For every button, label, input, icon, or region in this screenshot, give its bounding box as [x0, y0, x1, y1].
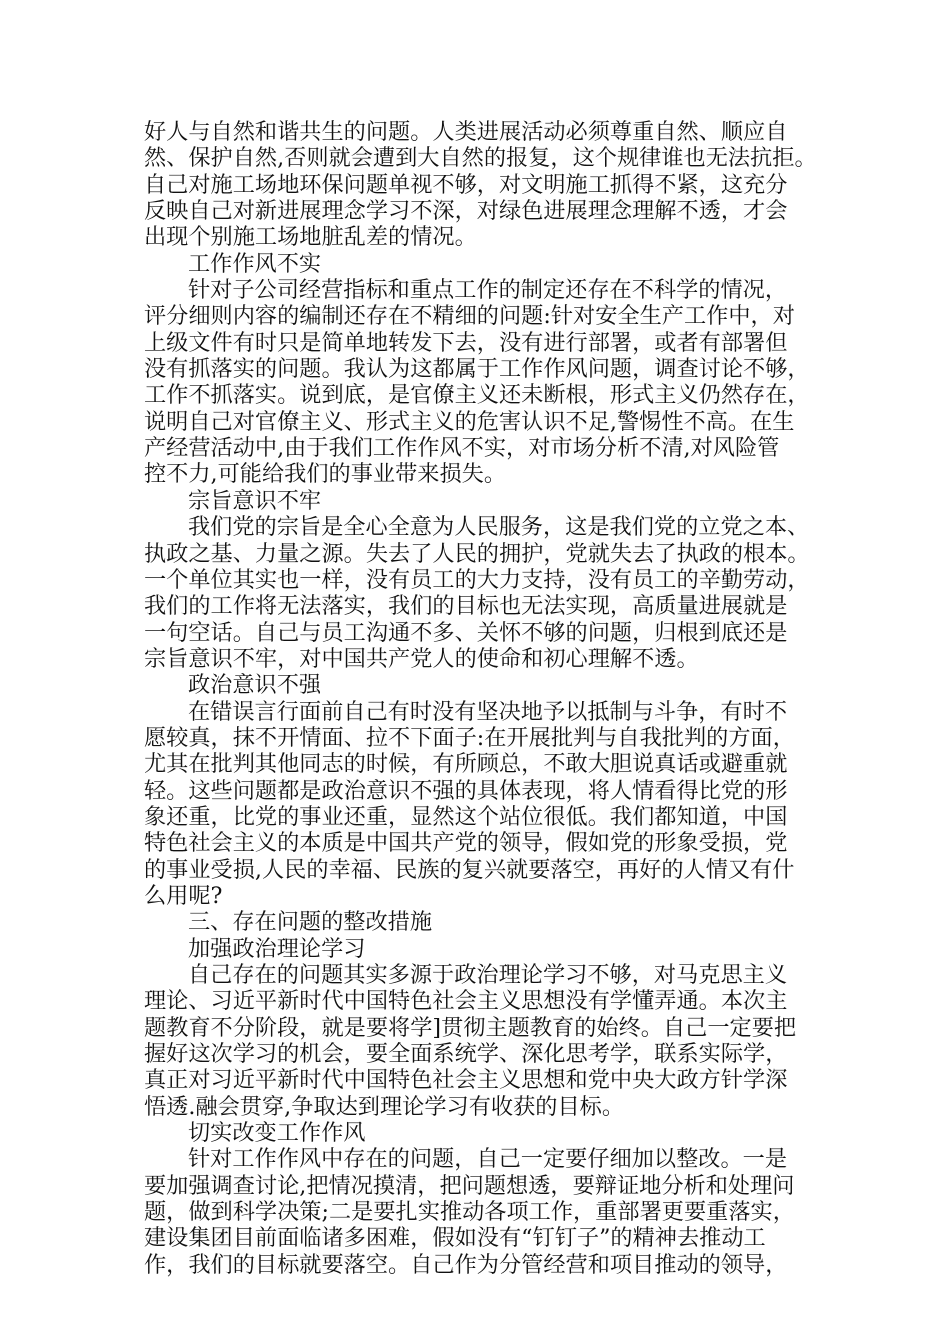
text-line: 宗旨意识不牢，对中国共产党人的使命和初心理解不透。: [144, 645, 699, 672]
text-line: 工作不抓落实。说到底，是官僚主义还未断根，形式主义仍然存在，: [144, 382, 810, 409]
text-line: 建设集团目前面临诸多困难，假如没有“钉钉子”的精神去推动工: [144, 1225, 766, 1252]
text-line: 题，做到科学决策;二是要扎实推动各项工作，重部署更要重落实，: [144, 1199, 795, 1226]
paragraph-start-line: 工作作风不实: [188, 250, 322, 277]
text-line: 真正对习近平新时代中国特色社会主义思想和党中央大政方针学深: [144, 1067, 788, 1094]
text-line: 没有抓落实的问题。我认为这都属于工作作风问题，调查讨论不够，: [144, 356, 810, 383]
text-line: 上级文件有时只是简单地转发下去，没有进行部署，或者有部署但: [144, 329, 788, 356]
text-line: 控不力,可能给我们的事业带来损失。: [144, 461, 507, 488]
text-line: 执政之基、力量之源。失去了人民的拥护，党就失去了执政的根本。: [144, 540, 810, 567]
text-line: 悟透.融会贯穿,争取达到理论学习有收获的目标。: [144, 1093, 625, 1120]
paragraph-start-line: 我们党的宗旨是全心全意为人民服务，这是我们党的立党之本、: [188, 514, 810, 541]
text-line: 好人与自然和谐共生的问题。人类进展活动必须尊重自然、顺应自: [144, 119, 788, 145]
text-line: 出现个别施工场地脏乱差的情况。: [144, 224, 477, 251]
text-line: 产经营活动中,由于我们工作作风不实，对市场分析不清,对风险管: [144, 435, 780, 462]
text-line: 么用呢?: [144, 882, 223, 909]
paragraph-start-line: 针对工作作风中存在的问题，自己一定要仔细加以整改。一是: [188, 1146, 788, 1173]
text-line: 特色社会主义的本质是中国共产党的领导，假如党的形象受损，党: [144, 830, 788, 857]
text-line: 一句空话。自己与员工沟通不多、关怀不够的问题，归根到底还是: [144, 619, 788, 646]
text-line: 理论、习近平新时代中国特色社会主义思想没有学懂弄通。本次主: [144, 988, 788, 1015]
text-line: 握好这次学习的机会，要全面系统学、深化思考学，联系实际学，: [144, 1041, 788, 1068]
paragraph-start-line: 政治意识不强: [188, 672, 322, 699]
text-line: 尤其在批判其他同志的时候，有所顾总，不敢大胆说真话或避重就: [144, 751, 788, 778]
paragraph-start-line: 三、存在问题的整改措施: [188, 909, 433, 936]
text-line: 轻。这些问题都是政治意识不强的具体表现，将人情看得比党的形: [144, 777, 788, 804]
text-line: 一个单位其实也一样，没有员工的大力支持，没有员工的辛勤劳动，: [144, 566, 810, 593]
text-line: 象还重，比党的事业还重，显然这个站位很低。我们都知道，中国: [144, 803, 788, 830]
text-line: 愿较真，抹不开情面、拉不下面子:在开展批判与自我批判的方面，: [144, 724, 795, 751]
paragraph-start-line: 自己存在的问题其实多源于政治理论学习不够，对马克思主义: [188, 962, 788, 988]
text-line: 然、保护自然,否则就会遭到大自然的报复，这个规律谁也无法抗拒。: [144, 145, 817, 172]
paragraph-start-line: 宗旨意识不牢: [188, 487, 322, 514]
paragraph-start-line: 在错误言行面前自己有时没有坚决地予以抵制与斗争，有时不: [188, 698, 788, 725]
paragraph-start-line: 切实改变工作作风: [188, 1120, 366, 1147]
document-body: [144, 119, 816, 1278]
text-line: 反映自己对新进展理念学习不深，对绿色进展理念理解不透，才会: [144, 198, 788, 225]
text-line: 评分细则内容的编制还存在不精细的问题:针对安全生产工作中，对: [144, 303, 795, 330]
text-line: 的事业受损,人民的幸福、民族的复兴就要落空，再好的人情又有什: [144, 856, 795, 883]
paragraph-start-line: 加强政治理论学习: [188, 935, 366, 962]
text-line: 要加强调查讨论,把情况摸清，把问题想透，要辩证地分析和处理问: [144, 1172, 795, 1199]
text-line: 说明自己对官僚主义、形式主义的危害认识不足,警惕性不高。在生: [144, 408, 795, 435]
text-line: 作，我们的目标就要落空。自己作为分管经营和项目推动的领导，: [144, 1251, 788, 1278]
text-line: 题教育不分阶段，就是要将学]贯彻主题教育的始终。自己一定要把: [144, 1014, 797, 1041]
text-line: 我们的工作将无法落实，我们的目标也无法实现，高质量进展就是: [144, 593, 788, 620]
text-line: 自己对施工场地环保问题单视不够，对文明施工抓得不紧，这充分: [144, 171, 788, 198]
paragraph-start-line: 针对子公司经营指标和重点工作的制定还存在不科学的情况，: [188, 277, 788, 304]
